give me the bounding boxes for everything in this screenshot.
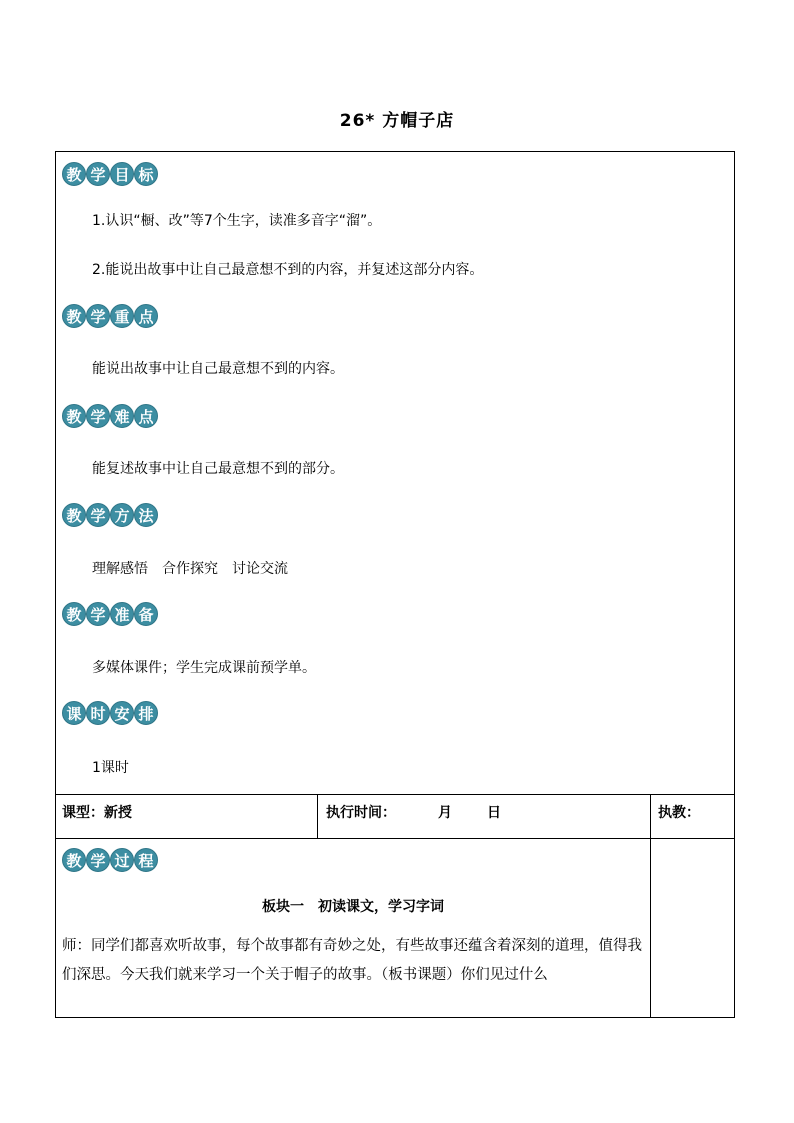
lesson-type: 课型：新授: [62, 805, 132, 821]
table-divider: [56, 838, 734, 839]
badge-char: 法: [134, 503, 158, 527]
badge-char: 排: [134, 701, 158, 725]
badge-char: 学: [86, 503, 110, 527]
badge-char: 学: [86, 304, 110, 328]
preparation-line: 多媒体课件；学生完成课前预学单。: [92, 660, 316, 676]
badge-char: 学: [86, 162, 110, 186]
badge-char: 点: [134, 404, 158, 428]
badge-char: 备: [134, 602, 158, 626]
section-badge: [62, 503, 158, 529]
difficulty-line: 能复述故事中让自己最意想不到的部分。: [92, 461, 344, 477]
badge-char: 重: [110, 304, 134, 328]
objective-line-2: 2.能说出故事中让自己最意想不到的内容，并复述这部分内容。: [92, 262, 484, 278]
section-schedule: [62, 701, 158, 727]
table-divider: [317, 794, 318, 838]
section-badge: [62, 404, 158, 430]
section-process: [62, 848, 158, 874]
section-badge: [62, 602, 158, 628]
execution-time-label: 执行时间：: [326, 805, 396, 821]
badge-char: 学: [86, 404, 110, 428]
section-badge: [62, 848, 158, 874]
document-title: 26* 方帽子店: [339, 111, 455, 131]
badge-char: 课: [62, 701, 86, 725]
badge-char: 学: [86, 848, 110, 872]
table-divider: [650, 794, 651, 1018]
badge-char: 点: [134, 304, 158, 328]
table-divider: [56, 794, 734, 795]
badge-char: 目: [110, 162, 134, 186]
section-badge: [62, 162, 158, 188]
month-label: 月: [438, 805, 452, 821]
block-title: 板块一 初读课文，学习字词: [262, 899, 444, 915]
key-point-line: 能说出故事中让自己最意想不到的内容。: [92, 361, 344, 377]
section-difficulties: [62, 404, 158, 430]
section-objectives: [62, 162, 158, 188]
teacher-label: 执教：: [658, 805, 700, 821]
section-key-points: [62, 304, 158, 330]
badge-char: 教: [62, 404, 86, 428]
schedule-line: 1课时: [92, 760, 129, 776]
badge-char: 程: [134, 848, 158, 872]
badge-char: 安: [110, 701, 134, 725]
section-preparation: [62, 602, 158, 628]
badge-char: 标: [134, 162, 158, 186]
badge-char: 难: [110, 404, 134, 428]
badge-char: 教: [62, 602, 86, 626]
objective-line-1: 1.认识“橱、改”等7个生字，读准多音字“溜”。: [92, 213, 382, 229]
badge-char: 教: [62, 304, 86, 328]
badge-char: 教: [62, 848, 86, 872]
section-methods: [62, 503, 158, 529]
badge-char: 过: [110, 848, 134, 872]
day-label: 日: [487, 805, 501, 821]
badge-char: 时: [86, 701, 110, 725]
badge-char: 教: [62, 503, 86, 527]
badge-char: 准: [110, 602, 134, 626]
methods-line: 理解感悟 合作探究 讨论交流: [92, 561, 288, 577]
section-badge: [62, 701, 158, 727]
lesson-plan-table: [55, 151, 735, 1018]
section-badge: [62, 304, 158, 330]
process-text: 师：同学们都喜欢听故事，每个故事都有奇妙之处，有些故事还蕴含着深刻的道理，值得我们深思。今天我们就来学习一个关于帽子的故事。（板书课题）你们见过什么: [62, 938, 642, 983]
badge-char: 教: [62, 162, 86, 186]
badge-char: 学: [86, 602, 110, 626]
badge-char: 方: [110, 503, 134, 527]
